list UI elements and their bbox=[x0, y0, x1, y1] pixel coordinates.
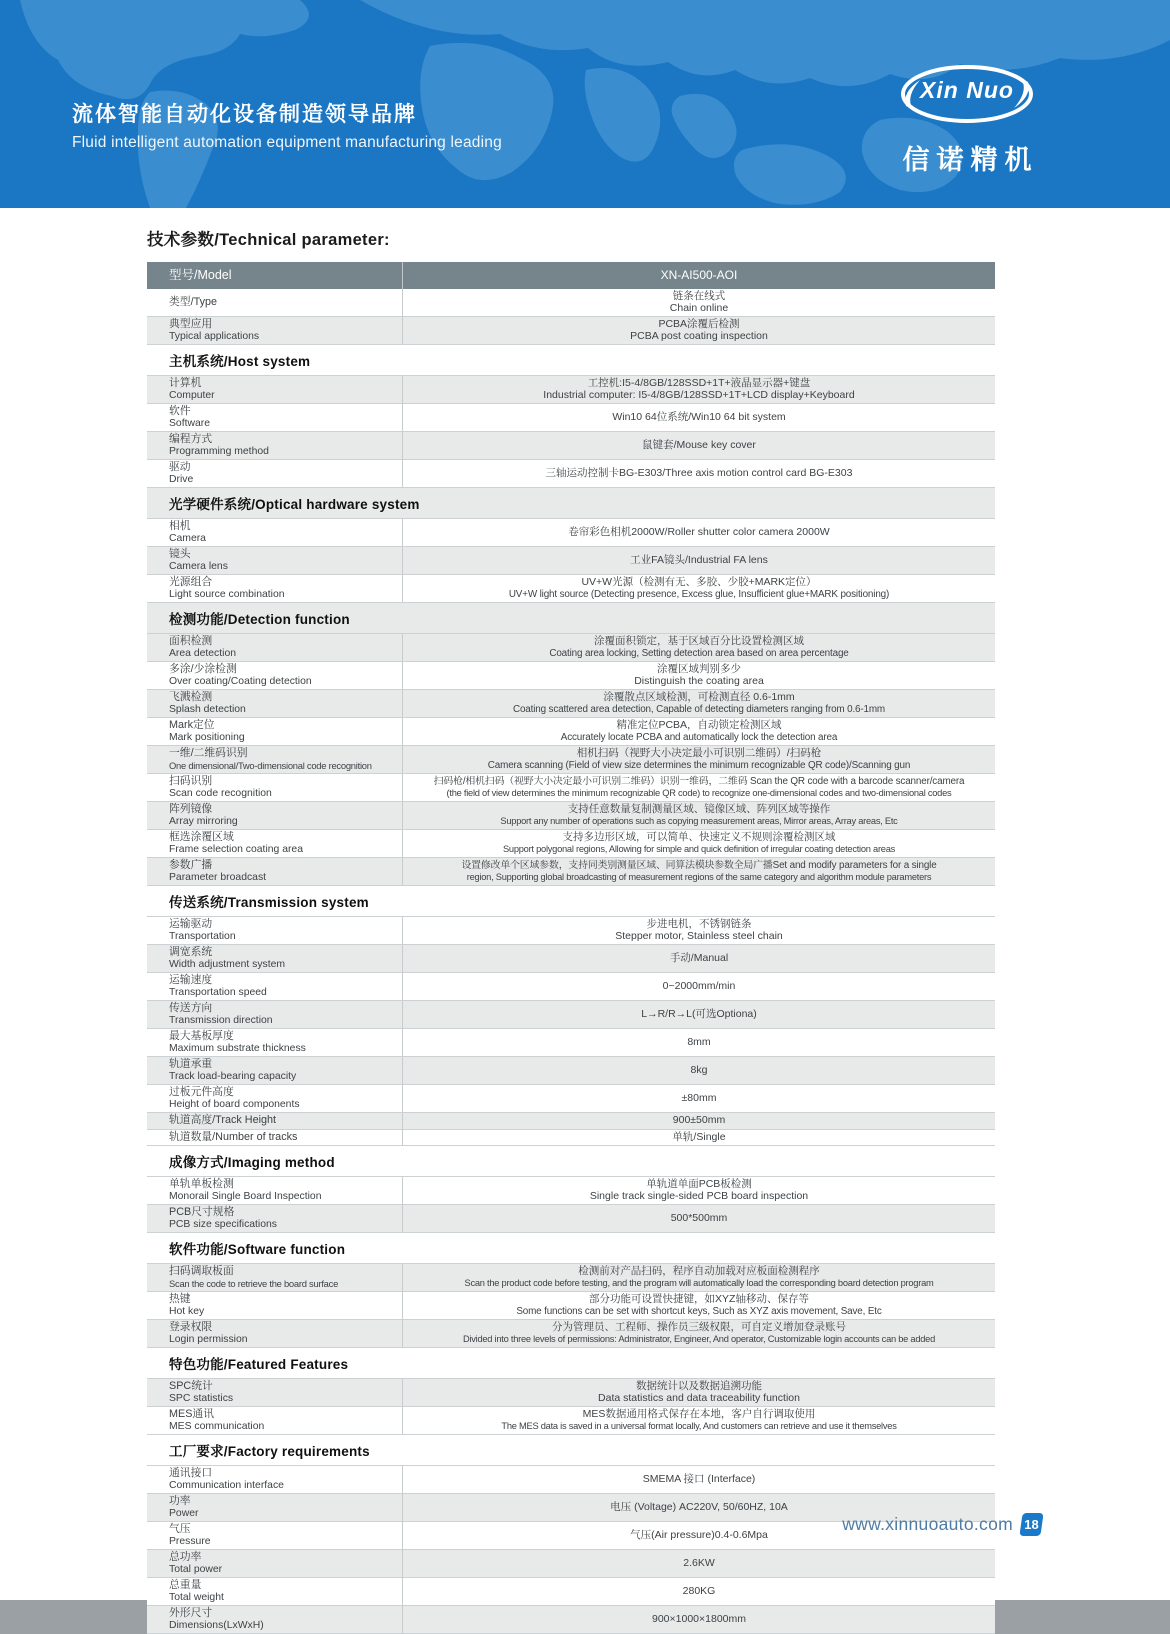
row-label: PCB尺寸规格 PCB size specifications bbox=[147, 1205, 403, 1232]
row-label: 传送方向 Transmission direction bbox=[147, 1001, 403, 1028]
section-header-row: 软件功能/Software function bbox=[147, 1233, 995, 1264]
table-row bbox=[147, 1407, 995, 1435]
row-value: 500*500mm bbox=[670, 1211, 728, 1224]
website-link[interactable]: www.xinnuoauto.com bbox=[842, 1514, 1013, 1534]
row-label: 轨道承重 Track load-bearing capacity bbox=[147, 1057, 403, 1084]
row-value: 8kg bbox=[690, 1063, 708, 1076]
row-label: 最大基板厚度 Maximum substrate thickness bbox=[147, 1029, 403, 1056]
row-value: 900±50mm bbox=[672, 1114, 726, 1126]
row-label: 面积检测 Area detection bbox=[147, 634, 403, 661]
row-value: 涂覆面积锁定，基于区域百分比设置检测区域 Coating area locking, Setting detection area based on area percentage bbox=[549, 635, 849, 659]
table-row bbox=[147, 1466, 995, 1494]
table-row bbox=[147, 945, 995, 973]
table-row bbox=[147, 1292, 995, 1320]
table-row bbox=[147, 718, 995, 746]
table-row bbox=[147, 547, 995, 575]
row-label: 类型/Type bbox=[147, 289, 403, 316]
section-header-row: 检测功能/Detection function bbox=[147, 603, 995, 634]
row-label: 光源组合 Light source combination bbox=[147, 575, 403, 602]
row-label: Mark定位 Mark positioning bbox=[147, 718, 403, 745]
row-label: 飞溅检测 Splash detection bbox=[147, 690, 403, 717]
row-label: 通讯接口 Communication interface bbox=[147, 1466, 403, 1493]
page-number: 18 bbox=[1024, 1517, 1039, 1532]
row-label: 运输速度 Transportation speed bbox=[147, 973, 403, 1000]
table-row bbox=[147, 289, 995, 317]
page-footer bbox=[842, 1513, 1042, 1536]
row-label: 编程方式 Programming method bbox=[147, 432, 403, 459]
table-row bbox=[147, 1177, 995, 1205]
row-label: 总重量 Total weight bbox=[147, 1578, 403, 1605]
table-row bbox=[147, 1379, 995, 1407]
table-row bbox=[147, 519, 995, 547]
table-row bbox=[147, 376, 995, 404]
table-row bbox=[147, 1205, 995, 1233]
row-value: MES数据通用格式保存在本地，客户自行调取使用 The MES data is saved in a universal format locally, And customers can retrieve and use it themselves bbox=[501, 1408, 897, 1431]
row-label: 登录权限 Login permission bbox=[147, 1320, 403, 1347]
table-row bbox=[147, 1264, 995, 1292]
row-value: 相机扫码（视野大小决定最小可识别二维码）/扫码枪 Camera scanning (Field of view size determines the minimum recognizable QR code)/Scanning gun bbox=[487, 747, 911, 771]
section-header-row: 工厂要求/Factory requirements bbox=[147, 1435, 995, 1466]
section-header-row: 特色功能/Featured Features bbox=[147, 1348, 995, 1379]
row-value: 支持多边形区域，可以简单、快速定义不规则涂覆检测区域 Support polygonal regions, Allowing for simple and quick definition of irregular coating detection areas bbox=[502, 831, 896, 854]
table-row bbox=[147, 1130, 995, 1147]
row-label: 轨道高度/Track Height bbox=[147, 1113, 403, 1129]
logo-ellipse-ring bbox=[898, 62, 1036, 126]
row-value: 三轴运动控制卡BG-E303/Three axis motion control card BG-E303 bbox=[545, 466, 853, 479]
row-value: 手动/Manual bbox=[669, 951, 729, 964]
row-label: SPC统计 SPC statistics bbox=[147, 1379, 403, 1406]
table-row bbox=[147, 317, 995, 345]
row-label: 功率 Power bbox=[147, 1494, 403, 1521]
spec-table bbox=[147, 262, 995, 1634]
row-label: 相机 Camera bbox=[147, 519, 403, 546]
row-value: UV+W光源（检测有无、多胶、少胶+MARK定位） UV+W light source (Detecting presence, Excess glue, Insufficient glue+MARK positioning) bbox=[508, 576, 890, 600]
table-row bbox=[147, 858, 995, 886]
row-value: 涂覆区域判别多少 Distinguish the coating area bbox=[634, 663, 764, 687]
logo-wordmark: Xin Nuo bbox=[920, 77, 1014, 103]
row-value: 精准定位PCBA，自动锁定检测区域 Accurately locate PCBA and automatically lock the detection area bbox=[560, 719, 838, 743]
table-row bbox=[147, 1057, 995, 1085]
row-label: 驱动 Drive bbox=[147, 460, 403, 487]
row-value: PCBA涂覆后检测 PCBA post coating inspection bbox=[630, 318, 768, 342]
row-value: 数据统计以及数据追溯功能 Data statistics and data traceability function bbox=[598, 1380, 800, 1404]
page-number-badge bbox=[1019, 1513, 1043, 1536]
row-value: 支持任意数量复制测量区域、镜像区域、阵列区域等操作 Support any number of operations such as copying measurement areas, Mirror areas, Array areas, Etc bbox=[500, 803, 898, 826]
row-label: 阵列镜像 Array mirroring bbox=[147, 802, 403, 829]
row-value: 单轨道单面PCB板检测 Single track single-sided PCB board inspection bbox=[589, 1178, 809, 1202]
row-label: 扫码识别 Scan code recognition bbox=[147, 774, 403, 801]
table-row bbox=[147, 1085, 995, 1113]
row-value: 900×1000×1800mm bbox=[652, 1612, 746, 1625]
row-value: 设置修改单个区域参数，支持同类别测量区域、同算法模块参数全局广播Set and modify parameters for a single region, Supporting global broadcasting of measurement regions of the same category and algorithm module parameters bbox=[461, 860, 937, 882]
table-row bbox=[147, 575, 995, 603]
row-label: MES通讯 MES communication bbox=[147, 1407, 403, 1434]
row-value: ±80mm bbox=[681, 1091, 717, 1104]
row-value: 单轨/Single bbox=[672, 1130, 726, 1143]
tagline-english: Fluid intelligent automation equipment manufacturing leading bbox=[72, 134, 502, 151]
row-value: 部分功能可设置快捷键，如XYZ轴移动、保存等 Some functions can be set with shortcut keys, Such as XYZ axis movement, Save, Etc bbox=[516, 1293, 882, 1317]
table-row bbox=[147, 1113, 995, 1130]
row-value: 2.6KW bbox=[683, 1556, 715, 1569]
company-logo bbox=[892, 62, 1042, 177]
row-label: 运输驱动 Transportation bbox=[147, 917, 403, 944]
table-row bbox=[147, 1578, 995, 1606]
row-label: 计算机 Computer bbox=[147, 376, 403, 403]
table-row bbox=[147, 830, 995, 858]
table-header-row bbox=[147, 262, 995, 289]
tagline-chinese: 流体智能自动化设备制造领导品牌 bbox=[72, 103, 417, 126]
row-value: 涂覆散点区域检测，可检测直径 0.6-1mm Coating scattered area detection, Capable of detecting diameters ranging from 0.6-1mm bbox=[512, 691, 886, 715]
table-row bbox=[147, 774, 995, 802]
table-row bbox=[147, 1001, 995, 1029]
row-label: 调宽系统 Width adjustment system bbox=[147, 945, 403, 972]
row-label: 热键 Hot key bbox=[147, 1292, 403, 1319]
table-row bbox=[147, 460, 995, 488]
page-header-banner bbox=[0, 0, 1170, 208]
section-header-row: 光学硬件系统/Optical hardware system bbox=[147, 488, 995, 519]
row-value: 扫码枪/相机扫码（视野大小决定最小可识别二维码）识别一维码，二维码 Scan the QR code with a barcode scanner/camera (the field of view determines the minimum recognizable QR code) to recognize one-dimensional codes and two-dimensional codes bbox=[433, 776, 965, 798]
row-label: 多涂/少涂检测 Over coating/Coating detection bbox=[147, 662, 403, 689]
row-value: 气压(Air pressure)0.4-0.6Mpa bbox=[630, 1528, 768, 1541]
brand-name-chinese: 信诺精机 bbox=[902, 145, 1039, 175]
row-label: 外形尺寸 Dimensions(LxWxH) bbox=[147, 1606, 403, 1633]
row-value: 分为管理员、工程师、操作员三级权限，可自定义增加登录账号 Divided into three levels of permissions: Administrator, Engineer, And operator, Customizable login accounts can be added bbox=[462, 1321, 936, 1344]
row-label: 轨道数量/Number of tracks bbox=[147, 1130, 403, 1146]
table-row bbox=[147, 973, 995, 1001]
table-row bbox=[147, 802, 995, 830]
section-header-row: 成像方式/Imaging method bbox=[147, 1146, 995, 1177]
table-row bbox=[147, 662, 995, 690]
page-title: 技术参数/Technical parameter: bbox=[147, 231, 390, 249]
table-row bbox=[147, 1320, 995, 1348]
table-row bbox=[147, 690, 995, 718]
table-row bbox=[147, 404, 995, 432]
row-value: 链条在线式 Chain online bbox=[669, 290, 729, 314]
model-value: XN-AI500-AOI bbox=[660, 267, 738, 282]
row-label: 典型应用 Typical applications bbox=[147, 317, 403, 344]
row-label: 过板元件高度 Height of board components bbox=[147, 1085, 403, 1112]
table-row bbox=[147, 1606, 995, 1634]
section-header-row: 传送系统/Transmission system bbox=[147, 886, 995, 917]
row-value: 步进电机，不锈钢链条 Stepper motor, Stainless steel chain bbox=[615, 918, 783, 942]
row-label: 软件 Software bbox=[147, 404, 403, 431]
row-value: 鼠键套/Mouse key cover bbox=[642, 438, 756, 451]
row-value: 8mm bbox=[687, 1035, 711, 1048]
row-value: Win10 64位系统/Win10 64 bit system bbox=[612, 410, 786, 423]
table-row bbox=[147, 917, 995, 945]
table-row bbox=[147, 1029, 995, 1057]
table-row bbox=[147, 746, 995, 774]
row-value: L→R/R→L(可选Optiona) bbox=[641, 1007, 757, 1020]
row-label: 一维/二维码识别 One dimensional/Two-dimensional code recognition bbox=[147, 746, 403, 773]
row-value: 卷帘彩色相机2000W/Roller shutter color camera 2000W bbox=[568, 525, 830, 538]
section-header-row: 主机系统/Host system bbox=[147, 345, 995, 376]
model-label: 型号/Model bbox=[147, 262, 403, 289]
table-row bbox=[147, 1550, 995, 1578]
row-label: 气压 Pressure bbox=[147, 1522, 403, 1549]
table-row bbox=[147, 432, 995, 460]
row-value: 280KG bbox=[682, 1584, 716, 1597]
row-label: 单轨单板检测 Monorail Single Board Inspection bbox=[147, 1177, 403, 1204]
row-value: 0~2000mm/min bbox=[662, 979, 736, 992]
row-label: 框选涂覆区域 Frame selection coating area bbox=[147, 830, 403, 857]
row-label: 镜头 Camera lens bbox=[147, 547, 403, 574]
row-label: 参数广播 Parameter broadcast bbox=[147, 858, 403, 885]
table-row bbox=[147, 634, 995, 662]
row-value: 工业FA镜头/Industrial FA lens bbox=[630, 553, 768, 566]
row-value: 工控机:I5-4/8GB/128SSD+1T+液晶显示器+键盘 Industrial computer: I5-4/8GB/128SSD+1T+LCD display+Keyboard bbox=[543, 377, 855, 401]
row-value: 检测前对产品扫码，程序自动加载对应板面检测程序 Scan the product code before testing, and the program will automatically load the corresponding board detection program bbox=[464, 1265, 934, 1288]
row-value: 电压 (Voltage) AC220V, 50/60HZ, 10A bbox=[610, 1500, 788, 1513]
row-label: 总功率 Total power bbox=[147, 1550, 403, 1577]
row-value: SMEMA 接口 (Interface) bbox=[642, 1472, 756, 1485]
row-label: 扫码调取板面 Scan the code to retrieve the board surface bbox=[147, 1264, 403, 1291]
